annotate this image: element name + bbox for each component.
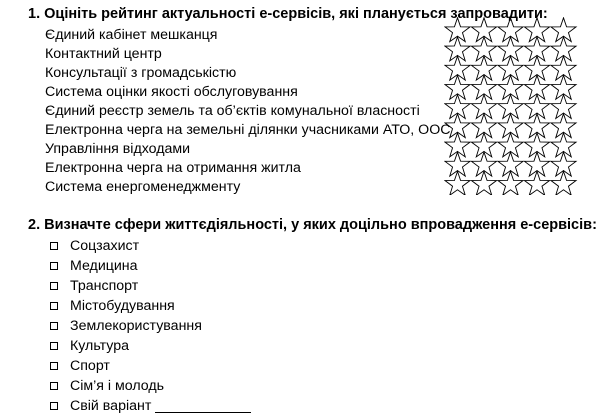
checkbox-icon[interactable] [50,242,58,250]
star-outline-icon[interactable] [551,171,576,195]
checkbox-icon[interactable] [50,302,58,310]
option-urban-planning[interactable] [50,296,251,316]
option-sport[interactable] [50,356,251,376]
checkbox-icon[interactable] [50,282,58,290]
option-label: Сім’я і молодь [70,378,165,394]
option-label: Містобудування [70,298,175,314]
rating-stars-grid[interactable] [444,17,578,195]
option-family-youth[interactable] [50,376,251,396]
checkbox-icon[interactable] [50,362,58,370]
checkbox-icon[interactable] [50,342,58,350]
option-label: Транспорт [70,278,139,294]
service-item: Контактний центр [45,46,162,62]
question-2-title: 2. Визначте сфери життєдіяльності, у яких доцільно впровадження е-сервісів: [28,217,597,233]
option-land-use[interactable] [50,316,251,336]
star-outline-icon[interactable] [524,171,549,195]
service-item: Консультації з громадськістю [45,65,237,81]
service-item: Управління відходами [45,141,191,157]
star-outline-icon[interactable] [445,171,470,195]
checkbox-icon[interactable] [50,322,58,330]
option-label: Медицина [70,258,138,274]
checkbox-icon[interactable] [50,402,58,410]
service-item: Електронна черга на земельні ділянки учасниками АТО, ООС [45,122,451,138]
checkbox-icon[interactable] [50,382,58,390]
option-culture[interactable] [50,336,251,356]
option-transport[interactable] [50,276,251,296]
question-2-options [50,236,251,416]
service-item: Система оцінки якості обслуговування [45,84,298,100]
service-item: Єдиний кабінет мешканця [45,27,218,43]
option-label: Землекористування [70,318,202,334]
option-own-variant[interactable] [50,396,251,416]
service-item: Електронна черга на отримання житла [45,160,301,176]
question-1-title: 1. Оцініть рейтинг актуальності е-сервісів, які планується запровадити: [28,6,548,22]
option-label: Соцзахист [70,238,140,254]
service-item: Система енергоменеджменту [45,179,241,195]
option-medicine[interactable] [50,256,251,276]
own-variant-blank-line[interactable] [155,399,251,413]
star-outline-icon[interactable] [471,171,496,195]
star-outline-icon[interactable] [498,171,523,195]
option-label: Культура [70,338,129,354]
checkbox-icon[interactable] [50,262,58,270]
service-item: Єдиний реєстр земель та об’єктів комунальної власності [45,103,420,119]
question-1-items [45,26,451,197]
option-label: Спорт [70,358,110,374]
option-label: Свій варіант [70,398,152,414]
option-social-protection[interactable] [50,236,251,256]
